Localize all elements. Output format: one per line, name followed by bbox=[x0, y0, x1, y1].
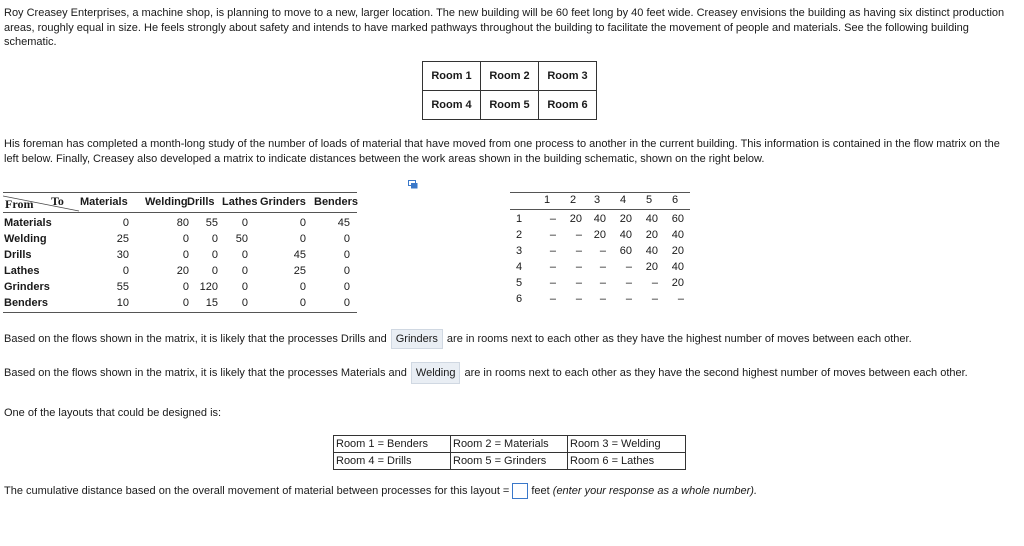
layout-room-3: Room 3 = Welding bbox=[568, 436, 686, 453]
layout-room-6: Room 6 = Lathes bbox=[568, 453, 686, 470]
distance-cell: – bbox=[575, 277, 582, 289]
intro-text: Roy Creasey Enterprises, a machine shop, is planning to move to a new, larger location. The new building will be 60 feet long by 40 feet wide. Creasey envisions the building as having six distinct production areas, roughly equal in size. He feels strongly about safety and intends to have marked pathways throughout the building to facilitate the movement of people and materials. See the following building schematic. bbox=[4, 7, 1005, 48]
flow-col-header: Benders bbox=[314, 196, 359, 208]
q2-after: are in rooms next to each other as they have the second highest number of moves between each other. bbox=[464, 367, 968, 379]
distance-cell: – bbox=[599, 293, 606, 305]
distance-cell: 20 bbox=[593, 229, 606, 241]
distance-cell: – bbox=[575, 261, 582, 273]
distance-cell: 20 bbox=[671, 277, 684, 289]
flow-cell: 0 bbox=[182, 297, 189, 309]
flow-cell: 0 bbox=[343, 233, 350, 245]
flow-row-label: Lathes bbox=[4, 265, 40, 277]
flow-cell: 0 bbox=[241, 217, 248, 229]
flow-row-label: Drills bbox=[4, 249, 32, 261]
distance-cell: 40 bbox=[671, 229, 684, 241]
distance-cell: 40 bbox=[645, 213, 658, 225]
distance-cell: 60 bbox=[619, 245, 632, 257]
schematic-room-2: Room 2 bbox=[481, 62, 539, 91]
distance-cell: – bbox=[549, 213, 556, 225]
flow-col-header: Lathes bbox=[222, 196, 258, 208]
flow-cell: 45 bbox=[293, 249, 306, 261]
distance-row-label: 1 bbox=[516, 213, 523, 225]
flow-cell: 0 bbox=[241, 281, 248, 293]
distance-cell: 40 bbox=[619, 229, 632, 241]
q2-before: Based on the flows shown in the matrix, it is likely that the processes Materials and bbox=[4, 367, 407, 379]
distance-cell: 20 bbox=[619, 213, 632, 225]
flow-cell: 0 bbox=[241, 297, 248, 309]
schematic-room-6: Room 6 bbox=[539, 91, 597, 120]
distance-col-header: 6 bbox=[671, 194, 679, 206]
room-layout-table bbox=[333, 435, 686, 470]
foreman-text: His foreman has completed a month-long study of the number of loads of material that have moved from one process to another in the current building. This information is contained in the flow matrix on the left below. Finally, Creasey also developed a matrix to indicate distances between the work areas shown in the building schematic, shown on the right below. bbox=[4, 138, 1000, 165]
flow-cell: 0 bbox=[343, 249, 350, 261]
flow-cell: 0 bbox=[211, 249, 218, 261]
distance-cell: – bbox=[575, 293, 582, 305]
flow-cell: 0 bbox=[122, 265, 129, 277]
flow-cell: 10 bbox=[116, 297, 129, 309]
flow-row-label: Materials bbox=[4, 217, 52, 229]
flow-col-header: Grinders bbox=[260, 196, 306, 208]
q2-answer-dropdown[interactable]: Welding bbox=[411, 362, 461, 384]
flow-cell: 30 bbox=[116, 249, 129, 261]
to-label: To bbox=[51, 194, 64, 208]
building-schematic bbox=[422, 61, 597, 120]
distance-cell: – bbox=[651, 277, 658, 289]
distance-row-label: 5 bbox=[516, 277, 523, 289]
flow-row-label: Welding bbox=[4, 233, 47, 245]
distance-cell: 40 bbox=[645, 245, 658, 257]
flow-cell: 25 bbox=[293, 265, 306, 277]
from-label: From bbox=[5, 197, 34, 211]
schematic-room-3: Room 3 bbox=[539, 62, 597, 91]
distance-cell: – bbox=[599, 277, 606, 289]
distance-row-label: 4 bbox=[516, 261, 523, 273]
flow-cell: 45 bbox=[337, 217, 350, 229]
schematic-room-5: Room 5 bbox=[481, 91, 539, 120]
flow-cell: 0 bbox=[299, 233, 306, 245]
flow-cell: 0 bbox=[182, 249, 189, 261]
flow-cell: 50 bbox=[235, 233, 248, 245]
layout-room-2: Room 2 = Materials bbox=[451, 436, 568, 453]
q1-before: Based on the flows shown in the matrix, it is likely that the processes Drills and bbox=[4, 333, 387, 345]
layout-room-4: Room 4 = Drills bbox=[334, 453, 451, 470]
distance-cell: – bbox=[549, 293, 556, 305]
distance-cell: 20 bbox=[645, 261, 658, 273]
flow-cell: 55 bbox=[205, 217, 218, 229]
distance-col-header: 3 bbox=[593, 194, 601, 206]
cumulative-unit: feet bbox=[531, 485, 550, 497]
flow-col-header: Materials bbox=[80, 196, 128, 208]
flow-cell: 15 bbox=[205, 297, 218, 309]
distance-cell: – bbox=[549, 229, 556, 241]
copy-data-icon[interactable] bbox=[408, 180, 418, 189]
q1-answer-dropdown[interactable]: Grinders bbox=[391, 329, 443, 349]
flow-cell: 0 bbox=[182, 281, 189, 293]
flow-col-header: Drills bbox=[187, 196, 215, 208]
distance-cell: 60 bbox=[671, 213, 684, 225]
distance-col-header: 2 bbox=[569, 194, 577, 206]
distance-cell: – bbox=[575, 229, 582, 241]
layout-room-5: Room 5 = Grinders bbox=[451, 453, 568, 470]
distance-row-label: 2 bbox=[516, 229, 523, 241]
flow-cell: 0 bbox=[299, 217, 306, 229]
distance-matrix bbox=[510, 192, 690, 304]
flow-col-header: Welding bbox=[145, 196, 188, 208]
layout-room-1: Room 1 = Benders bbox=[334, 436, 451, 453]
distance-cell: – bbox=[625, 277, 632, 289]
schematic-room-4: Room 4 bbox=[423, 91, 481, 120]
distance-cell: – bbox=[549, 277, 556, 289]
distance-cell: 40 bbox=[593, 213, 606, 225]
distance-col-header: 4 bbox=[619, 194, 627, 206]
distance-cell: 20 bbox=[569, 213, 582, 225]
flow-cell: 0 bbox=[343, 265, 350, 277]
layout-intro: One of the layouts that could be designed is: bbox=[4, 407, 222, 419]
flow-cell: 0 bbox=[343, 281, 350, 293]
distance-row-label: 3 bbox=[516, 245, 523, 257]
cumulative-before: The cumulative distance based on the overall movement of material between processes for this layout = bbox=[4, 485, 510, 497]
distance-cell: – bbox=[625, 293, 632, 305]
from-to-header bbox=[3, 194, 79, 211]
distance-cell: 20 bbox=[645, 229, 658, 241]
flow-cell: 80 bbox=[176, 217, 189, 229]
flow-cell: 120 bbox=[199, 281, 218, 293]
distance-cell: – bbox=[549, 245, 556, 257]
question-2 bbox=[4, 362, 1004, 384]
flow-cell: 0 bbox=[182, 233, 189, 245]
distance-cell: – bbox=[575, 245, 582, 257]
distance-col-header: 5 bbox=[645, 194, 653, 206]
flow-cell: 0 bbox=[241, 265, 248, 277]
flow-cell: 0 bbox=[122, 217, 129, 229]
schematic-room-1: Room 1 bbox=[423, 62, 481, 91]
q1-after: are in rooms next to each other as they have the highest number of moves between each other. bbox=[446, 333, 912, 345]
distance-cell: – bbox=[549, 261, 556, 273]
cumulative-distance-input[interactable] bbox=[512, 483, 528, 499]
flow-row-label: Benders bbox=[4, 297, 49, 309]
distance-cell: – bbox=[677, 293, 684, 305]
distance-row-label: 6 bbox=[516, 293, 523, 305]
distance-cell: – bbox=[599, 245, 606, 257]
flow-cell: 0 bbox=[241, 249, 248, 261]
cumulative-hint: (enter your response as a whole number). bbox=[552, 485, 757, 497]
flow-cell: 20 bbox=[176, 265, 189, 277]
cumulative-question bbox=[4, 483, 1014, 499]
flow-cell: 25 bbox=[116, 233, 129, 245]
distance-cell: – bbox=[651, 293, 658, 305]
distance-cell: – bbox=[625, 261, 632, 273]
flow-row-label: Grinders bbox=[4, 281, 50, 293]
question-1 bbox=[4, 329, 1014, 349]
distance-col-header: 1 bbox=[543, 194, 551, 206]
distance-cell: – bbox=[599, 261, 606, 273]
flow-cell: 0 bbox=[299, 281, 306, 293]
flow-cell: 0 bbox=[211, 233, 218, 245]
flow-cell: 0 bbox=[343, 297, 350, 309]
distance-cell: 20 bbox=[671, 245, 684, 257]
flow-cell: 0 bbox=[299, 297, 306, 309]
flow-cell: 0 bbox=[211, 265, 218, 277]
distance-cell: 40 bbox=[671, 261, 684, 273]
flow-cell: 55 bbox=[116, 281, 129, 293]
